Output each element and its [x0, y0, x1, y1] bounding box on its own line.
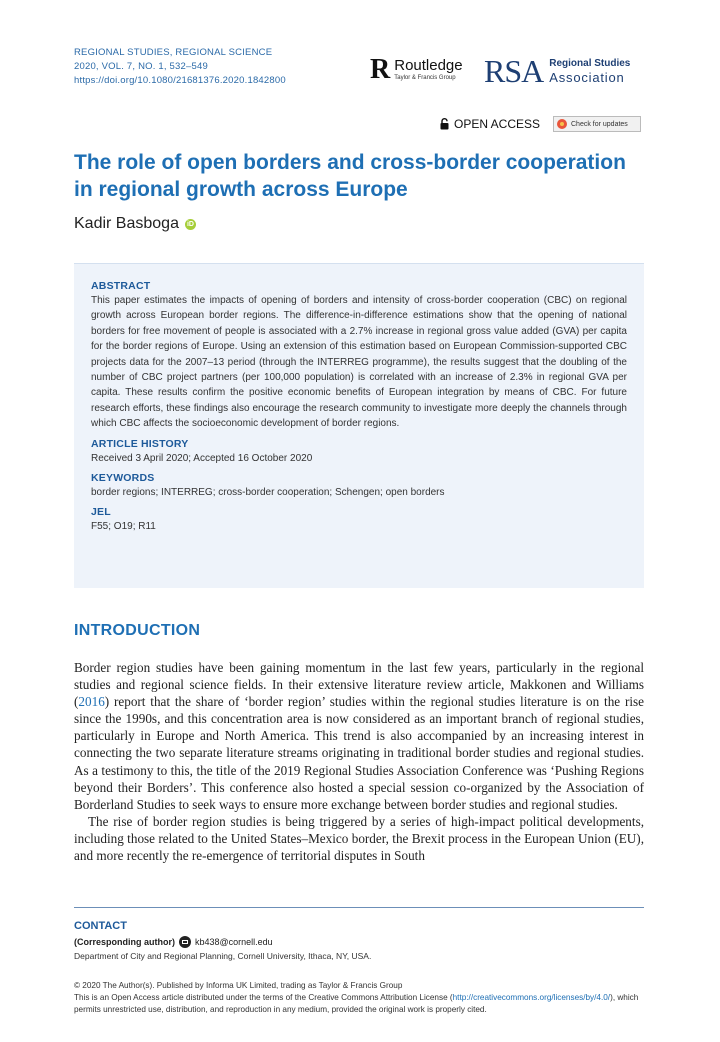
copyright-line-2 [74, 992, 646, 1016]
publisher-sub: Taylor & Francis Group [394, 75, 456, 81]
publisher-name: Routledge [394, 57, 463, 74]
jel-text: F55; O19; R11 [91, 520, 156, 532]
license-link[interactable]: http://creativecommons.org/licenses/by/4.0/ [452, 993, 611, 1002]
abstract-text: This paper estimates the impacts of opening of borders and intensity of cross-border cooperation (CBC) on regional growth across European border regions. The difference-in-difference estimations show that the opening of national borders for free movement of people is associated with a 2.7% increase in regional gross value added (GVA) per capita for the border regions of Europe. Using an extension of this estimation based on European Commission-supported CBC projects data for the 2007–13 period (through the INTERREG programme), the results suggest that the doubling of the number of CBC project partners (per 100,000 population) is correlated with an increase of 2.3% in regional GVA per capita. These results confirm the positive economic benefits of European integration by means of CBC. For future research efforts, these findings also encourage the research community to investigate more deeply the channels through which CBC affects the socioeconomic development of border regions. [91, 295, 627, 430]
journal-name: REGIONAL STUDIES, REGIONAL SCIENCE [74, 47, 273, 58]
license-text-a: This is an Open Access article distributed under the terms of the Creative Commons Attribution License ( [74, 993, 453, 1002]
orcid-icon[interactable]: iD [186, 220, 194, 228]
crossmark-icon [557, 119, 567, 129]
email-icon [179, 936, 191, 948]
intro-p1-a: Border region studies have been gaining momentum in the last few years, particularly in the regional studies and regional science fields. In their extensive literature review article, Makkonen and Williams ( [74, 660, 644, 710]
rsa-mark: RSA [484, 53, 544, 89]
intro-body [74, 659, 644, 864]
author [74, 215, 196, 233]
intro-heading: INTRODUCTION [74, 622, 201, 639]
article-title: The role of open borders and cross-border cooperation in regional growth across Europe [74, 151, 626, 201]
history-heading: ARTICLE HISTORY [91, 437, 189, 450]
author-name[interactable]: Kadir Basboga [74, 215, 179, 232]
contact-heading: CONTACT [74, 920, 127, 932]
intro-p1-b: ) report that the share of ‘border region’ studies within the regional studies literature is on the rise since the 1990s, and this concentration area is now considered as an important branch of regional studies, particularly in Europe and North America. This trend is also accompanied by an increasing interest in connecting the two separate literature streams originating in traditional border studies and regional studies. As a testimony to this, the title of the 2019 Regional Studies Association Conference was ‘Pushing Regions beyond their Borders’. This conference also hosted a special session co-organized by the Association of Borderland Studies to seek ways to ensure more exchange between border studies and regional studies. [74, 694, 644, 812]
intro-paragraph-1 [74, 659, 644, 813]
open-access-label: OPEN ACCESS [454, 117, 541, 131]
license-text-b: ), which permits unrestricted use, distribution, and reproduction in any medium, provided the original work is properly cited. [74, 993, 639, 1014]
rsa-line1: Regional Studies [549, 58, 631, 69]
routledge-r-icon: R [370, 54, 391, 85]
intro-paragraph-2: The rise of border region studies is being triggered by a series of high-impact political developments, including those related to the United States–Mexico border, the Brexit process in the European Union (EU), and more recently the re-emergence of territorial disputes in South [74, 813, 644, 864]
journal-meta [74, 46, 286, 88]
history-text: Received 3 April 2020; Accepted 16 October 2020 [91, 452, 313, 464]
footer-divider [74, 907, 644, 908]
journal-volume: 2020, VOL. 7, NO. 1, 532–549 [74, 61, 208, 72]
email-link[interactable]: kb438@cornell.edu [195, 937, 273, 947]
corresponding-label: (Corresponding author) [74, 937, 175, 947]
routledge-logo [370, 56, 463, 84]
citation-link[interactable]: 2016 [78, 694, 105, 710]
open-access-badge [440, 117, 540, 131]
keywords-heading: KEYWORDS [91, 471, 155, 484]
keywords-text: border regions; INTERREG; cross-border cooperation; Schengen; open borders [91, 486, 445, 498]
doi-link[interactable]: https://doi.org/10.1080/21681376.2020.1842800 [74, 75, 286, 86]
copyright [74, 980, 646, 1016]
department: Department of City and Regional Planning, Cornell University, Ithaca, NY, USA. [74, 951, 372, 961]
check-updates-label: Check for updates [571, 120, 628, 128]
jel-heading: JEL [91, 505, 111, 518]
contact-line [74, 936, 273, 948]
check-updates-button[interactable] [553, 116, 641, 132]
rsa-logo [484, 54, 630, 88]
open-lock-icon [440, 118, 449, 130]
abstract-heading: ABSTRACT [91, 280, 151, 292]
rsa-line2: Association [549, 70, 625, 85]
abstract-box [74, 263, 644, 588]
copyright-line-1: © 2020 The Author(s). Published by Informa UK Limited, trading as Taylor & Francis Group [74, 981, 403, 990]
